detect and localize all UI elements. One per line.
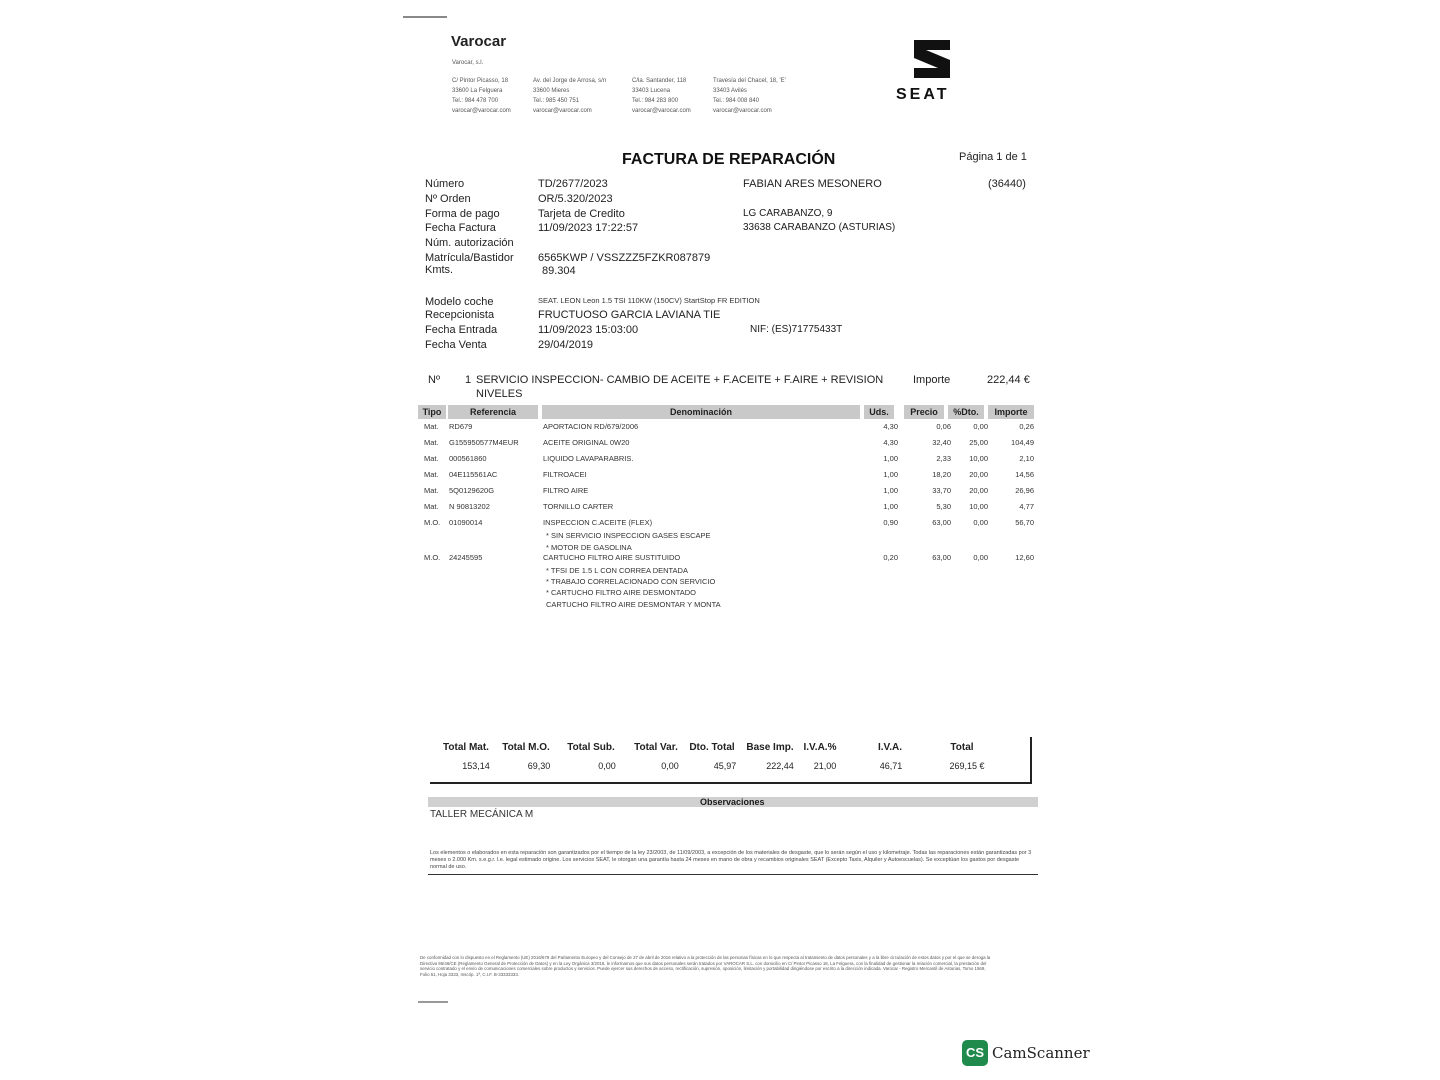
header-tipo: Tipo — [418, 405, 446, 419]
row-note: * TFSI DE 1.5 L CON CORREA DENTADA — [546, 566, 688, 575]
field-value-kmts: 89.304 — [542, 265, 576, 277]
row-tipo: M.O. — [424, 518, 441, 527]
row-precio: 0,06 — [936, 422, 951, 431]
row-ref: N 90813202 — [449, 502, 490, 511]
warranty-text: Los elementos o elaborados en esta reparación son garantizados por el tiempo de la ley 23/2003, de 11/09/2003, a excepción de los materiales de desgaste, que lo serán según el uso y kilometraje. Todas las reparaciones están garantizadas por 3 meses o 2.000 Km. s.e.g.r. l.e. legal estimado origine. Los servicios SEAT, le otorgan una garantía hasta 24 meses en mano de obra y recambios originales SEAT (Excepto Taxis, Alquiler y Autoescuelas). Se exceptúan los gastos por desgaste normal de uso. — [430, 850, 1032, 870]
scan-mark — [403, 16, 447, 18]
row-note: CARTUCHO FILTRO AIRE DESMONTAR Y MONTA — [546, 600, 721, 609]
total-var-value: 0,00 — [661, 761, 679, 771]
total-mo-label: Total M.O. — [502, 742, 550, 753]
branch-email: varocar@varocar.com — [533, 108, 592, 114]
row-dto: 0,00 — [973, 553, 988, 562]
dealer-branch-3 — [632, 78, 691, 114]
row-precio: 63,00 — [932, 518, 951, 527]
field-value-orden: OR/5.320/2023 — [538, 193, 613, 205]
field-label-numero: Número — [425, 178, 465, 190]
row-note: * MOTOR DE GASOLINA — [546, 543, 632, 552]
row-dto: 0,00 — [973, 422, 988, 431]
privacy-text: De conformidad con lo dispuesto en el Reglamento (UE) 2016/679 del Parlamento Europeo y del Consejo de 27 de abril de 2016 relativo a la protección de las personas físicas en lo que respecta al tratamiento de datos personales y a la libre circulación de estos datos y por el que se deroga la Directiva 95/46/CE (Reglamento General de Protección de Datos) y en la Ley Orgánica 3/2018, le informamos que sus datos personales serán tratados por VAROCAR S.L. con domicilio en C/ Pintor Picasso 18, La Felguera, con la finalidad de gestionar la relación comercial, la prestación del servicio contratado y el envío de comunicaciones comerciales sobre productos y servicios. Puede ejercer sus derechos de acceso, rectificación, supresión, oposición, limitación y portabilidad dirigiéndose por escrito a la dirección indicada. Varocar - Registro Mercantil de Asturias, Tomo 1569, Folio 51, Hoja 3333, Inscrip. 1ª, C.I.F. B-33333333. — [420, 955, 991, 977]
branch-city: 33600 La Felguera — [452, 88, 503, 94]
service-number: 1 — [465, 374, 472, 386]
branch-address: C/ Pintor Picasso, 18 — [452, 78, 509, 84]
row-precio: 2,33 — [936, 454, 951, 463]
row-tipo: Mat. — [424, 422, 439, 431]
row-tipo: Mat. — [424, 502, 439, 511]
row-uds: 0,20 — [883, 553, 898, 562]
field-label-kmts: Kmts. — [425, 264, 454, 276]
base-imp-label: Base Imp. — [746, 742, 794, 753]
field-value-fecha-venta: 29/04/2019 — [538, 339, 594, 351]
row-note: * SIN SERVICIO INSPECCION GASES ESCAPE — [546, 531, 711, 540]
row-note: * CARTUCHO FILTRO AIRE DESMONTADO — [546, 588, 697, 597]
row-tipo: Mat. — [424, 454, 439, 463]
row-ref: 01090014 — [449, 518, 483, 527]
dealer-branch-1 — [452, 78, 511, 114]
base-imp-value: 222,44 — [766, 761, 794, 771]
table-row — [0, 438, 1440, 450]
field-value-fecha-factura: 11/09/2023 17:22:57 — [538, 222, 639, 234]
row-ref: 000561860 — [449, 454, 487, 463]
total-sub-value: 0,00 — [598, 761, 616, 771]
totals-box-underline — [430, 782, 1032, 784]
row-dto: 20,00 — [969, 470, 988, 479]
iva-pct-label: I.V.A.% — [803, 742, 837, 753]
field-value-modelo: SEAT. LEON Leon 1.5 TSI 110KW (150CV) StartStop FR EDITION — [538, 296, 760, 305]
field-label-autorizacion: Núm. autorización — [425, 237, 514, 249]
scan-mark — [418, 1001, 448, 1003]
row-importe: 14,56 — [1015, 470, 1034, 479]
customer-code: (36440) — [988, 178, 1026, 190]
field-label-forma-pago: Forma de pago — [425, 208, 500, 220]
customer-name: FABIAN ARES MESONERO — [743, 178, 882, 190]
iva-label: I.V.A. — [877, 742, 903, 753]
branch-email: varocar@varocar.com — [452, 108, 511, 114]
branch-city: 33600 Mieres — [533, 88, 570, 94]
table-row — [0, 502, 1440, 514]
branch-city: 33403 Lucena — [632, 88, 671, 94]
camscanner-name: CamScanner — [992, 1044, 1090, 1062]
row-ref: RD679 — [449, 422, 473, 431]
branch-address: C/la. Santander, 118 — [632, 78, 687, 84]
row-den: LIQUIDO LAVAPARABRIS. — [543, 454, 634, 463]
total-mat-value: 153,14 — [462, 761, 490, 771]
row-precio: 33,70 — [932, 486, 951, 495]
total-label: Total — [950, 742, 974, 753]
field-value-forma-pago: Tarjeta de Credito — [538, 208, 625, 220]
totals-box-border — [1030, 737, 1032, 783]
dealer-subname: Varocar, s.l. — [452, 60, 484, 66]
row-uds: 1,00 — [883, 502, 898, 511]
service-description-cont: NIVELES — [476, 388, 523, 400]
row-uds: 0,90 — [883, 518, 898, 527]
header-dto: %Dto. — [948, 405, 984, 419]
customer-address: LG CARABANZO, 9 — [743, 208, 833, 219]
row-precio: 18,20 — [932, 470, 951, 479]
row-uds: 1,00 — [883, 470, 898, 479]
branch-phone: Tel.: 984 478 700 — [452, 98, 499, 104]
service-importe: 222,44 € — [987, 374, 1030, 386]
branch-address: Av. del Jorge de Arrosa, s/n — [533, 78, 607, 84]
camscanner-badge-text: CS — [965, 1045, 985, 1060]
row-importe: 4,77 — [1019, 502, 1034, 511]
row-precio: 32,40 — [932, 438, 951, 447]
row-dto: 20,00 — [969, 486, 988, 495]
dto-total-label: Dto. Total — [689, 742, 735, 753]
row-dto: 0,00 — [973, 518, 988, 527]
field-label-fecha-entrada: Fecha Entrada — [425, 324, 498, 336]
row-ref: 04E115561AC — [449, 470, 498, 479]
row-den: FILTRO AIRE — [543, 486, 589, 495]
row-importe: 104,49 — [1011, 438, 1034, 447]
row-note: * TRABAJO CORRELACIONADO CON SERVICIO — [546, 577, 716, 586]
field-label-orden: Nº Orden — [425, 193, 471, 205]
row-tipo: Mat. — [424, 438, 439, 447]
table-row — [0, 422, 1440, 434]
row-importe: 12,60 — [1015, 553, 1034, 562]
field-value-recepcionista: FRUCTUOSO GARCIA LAVIANA TIE — [538, 309, 721, 321]
row-den: ACEITE ORIGINAL 0W20 — [543, 438, 630, 447]
row-ref: G155950577M4EUR — [449, 438, 519, 447]
total-var-label: Total Var. — [634, 742, 678, 753]
branch-phone: Tel.: 984 008 840 — [713, 98, 760, 104]
dealer-branch-2 — [533, 78, 606, 114]
service-importe-label: Importe — [913, 374, 951, 386]
row-den: INSPECCION C.ACEITE (FLEX) — [543, 518, 653, 527]
service-description: SERVICIO INSPECCION- CAMBIO DE ACEITE + F.ACEITE + F.AIRE + REVISION — [476, 374, 884, 386]
row-importe: 2,10 — [1019, 454, 1034, 463]
dealer-name: Varocar — [451, 33, 507, 50]
row-importe: 26,96 — [1015, 486, 1034, 495]
row-ref: 24245595 — [449, 553, 483, 562]
field-label-modelo: Modelo coche — [425, 296, 494, 308]
customer-city: 33638 CARABANZO (ASTURIAS) — [743, 222, 896, 233]
header-importe: Importe — [988, 405, 1034, 419]
row-dto: 10,00 — [969, 454, 988, 463]
page-title: FACTURA DE REPARACIÓN — [622, 151, 836, 168]
row-uds: 1,00 — [883, 454, 898, 463]
field-label-fecha-factura: Fecha Factura — [425, 222, 496, 234]
field-label-recepcionista: Recepcionista — [425, 309, 495, 321]
page-number: Página 1 de 1 — [959, 151, 1027, 163]
row-importe: 56,70 — [1015, 518, 1034, 527]
row-den: CARTUCHO FILTRO AIRE SUSTITUIDO — [543, 553, 681, 562]
header-uds: Uds. — [864, 405, 894, 419]
row-tipo: Mat. — [424, 486, 439, 495]
branch-phone: Tel.: 985 450 751 — [533, 98, 580, 104]
seat-wordmark: SEAT — [896, 86, 950, 103]
total-sub-label: Total Sub. — [567, 742, 615, 753]
row-precio: 63,00 — [932, 553, 951, 562]
header-precio: Precio — [904, 405, 944, 419]
row-uds: 4,30 — [883, 438, 898, 447]
row-den: FILTROACEI — [543, 470, 587, 479]
row-dto: 25,00 — [969, 438, 988, 447]
row-importe: 0,26 — [1019, 422, 1034, 431]
table-row — [0, 454, 1440, 466]
branch-phone: Tel.: 984 283 800 — [632, 98, 679, 104]
row-den: TORNILLO CARTER — [543, 502, 614, 511]
observaciones-label: Observaciones — [700, 797, 765, 807]
row-ref: 5Q0129620G — [449, 486, 495, 495]
row-uds: 4,30 — [883, 422, 898, 431]
branch-email: varocar@varocar.com — [713, 108, 772, 114]
branch-city: 33403 Avilés — [713, 88, 747, 94]
dto-total-value: 45,97 — [713, 761, 737, 771]
observaciones-text: TALLER MECÁNICA M — [430, 809, 534, 820]
total-value: 269,15 € — [949, 761, 985, 771]
seat-logo-icon — [908, 38, 956, 80]
table-row — [0, 486, 1440, 498]
row-den: APORTACION RD/679/2006 — [543, 422, 639, 431]
field-value-fecha-entrada: 11/09/2023 15:03:00 — [538, 324, 639, 336]
field-value-matricula: 6565KWP / VSSZZZ5FZKR087879 — [538, 252, 711, 264]
row-precio: 5,30 — [936, 502, 951, 511]
field-label-fecha-venta: Fecha Venta — [425, 339, 487, 351]
iva-value: 46,71 — [879, 761, 903, 771]
table-header — [418, 405, 1034, 419]
total-mo-value: 69,30 — [527, 761, 551, 771]
field-label-matricula: Matrícula/Bastidor — [425, 252, 514, 264]
row-tipo: M.O. — [424, 553, 441, 562]
table-row — [0, 470, 1440, 482]
dealer-branch-4 — [713, 78, 786, 114]
header-denominacion: Denominación — [542, 405, 860, 419]
camscanner-badge-icon — [962, 1040, 988, 1066]
service-no-label: Nº — [428, 374, 440, 386]
field-value-numero: TD/2677/2023 — [538, 178, 608, 190]
nif: NIF: (ES)71775433T — [750, 324, 843, 335]
row-dto: 10,00 — [969, 502, 988, 511]
branch-address: Travesía del Chacel, 18, 'E' — [713, 78, 786, 84]
warranty-underline — [428, 874, 1038, 875]
table-row — [0, 518, 1440, 530]
row-uds: 1,00 — [883, 486, 898, 495]
table-row — [0, 553, 1440, 565]
header-referencia: Referencia — [448, 405, 538, 419]
iva-pct-value: 21,00 — [813, 761, 837, 771]
total-mat-label: Total Mat. — [443, 742, 489, 753]
row-tipo: Mat. — [424, 470, 439, 479]
branch-email: varocar@varocar.com — [632, 108, 691, 114]
